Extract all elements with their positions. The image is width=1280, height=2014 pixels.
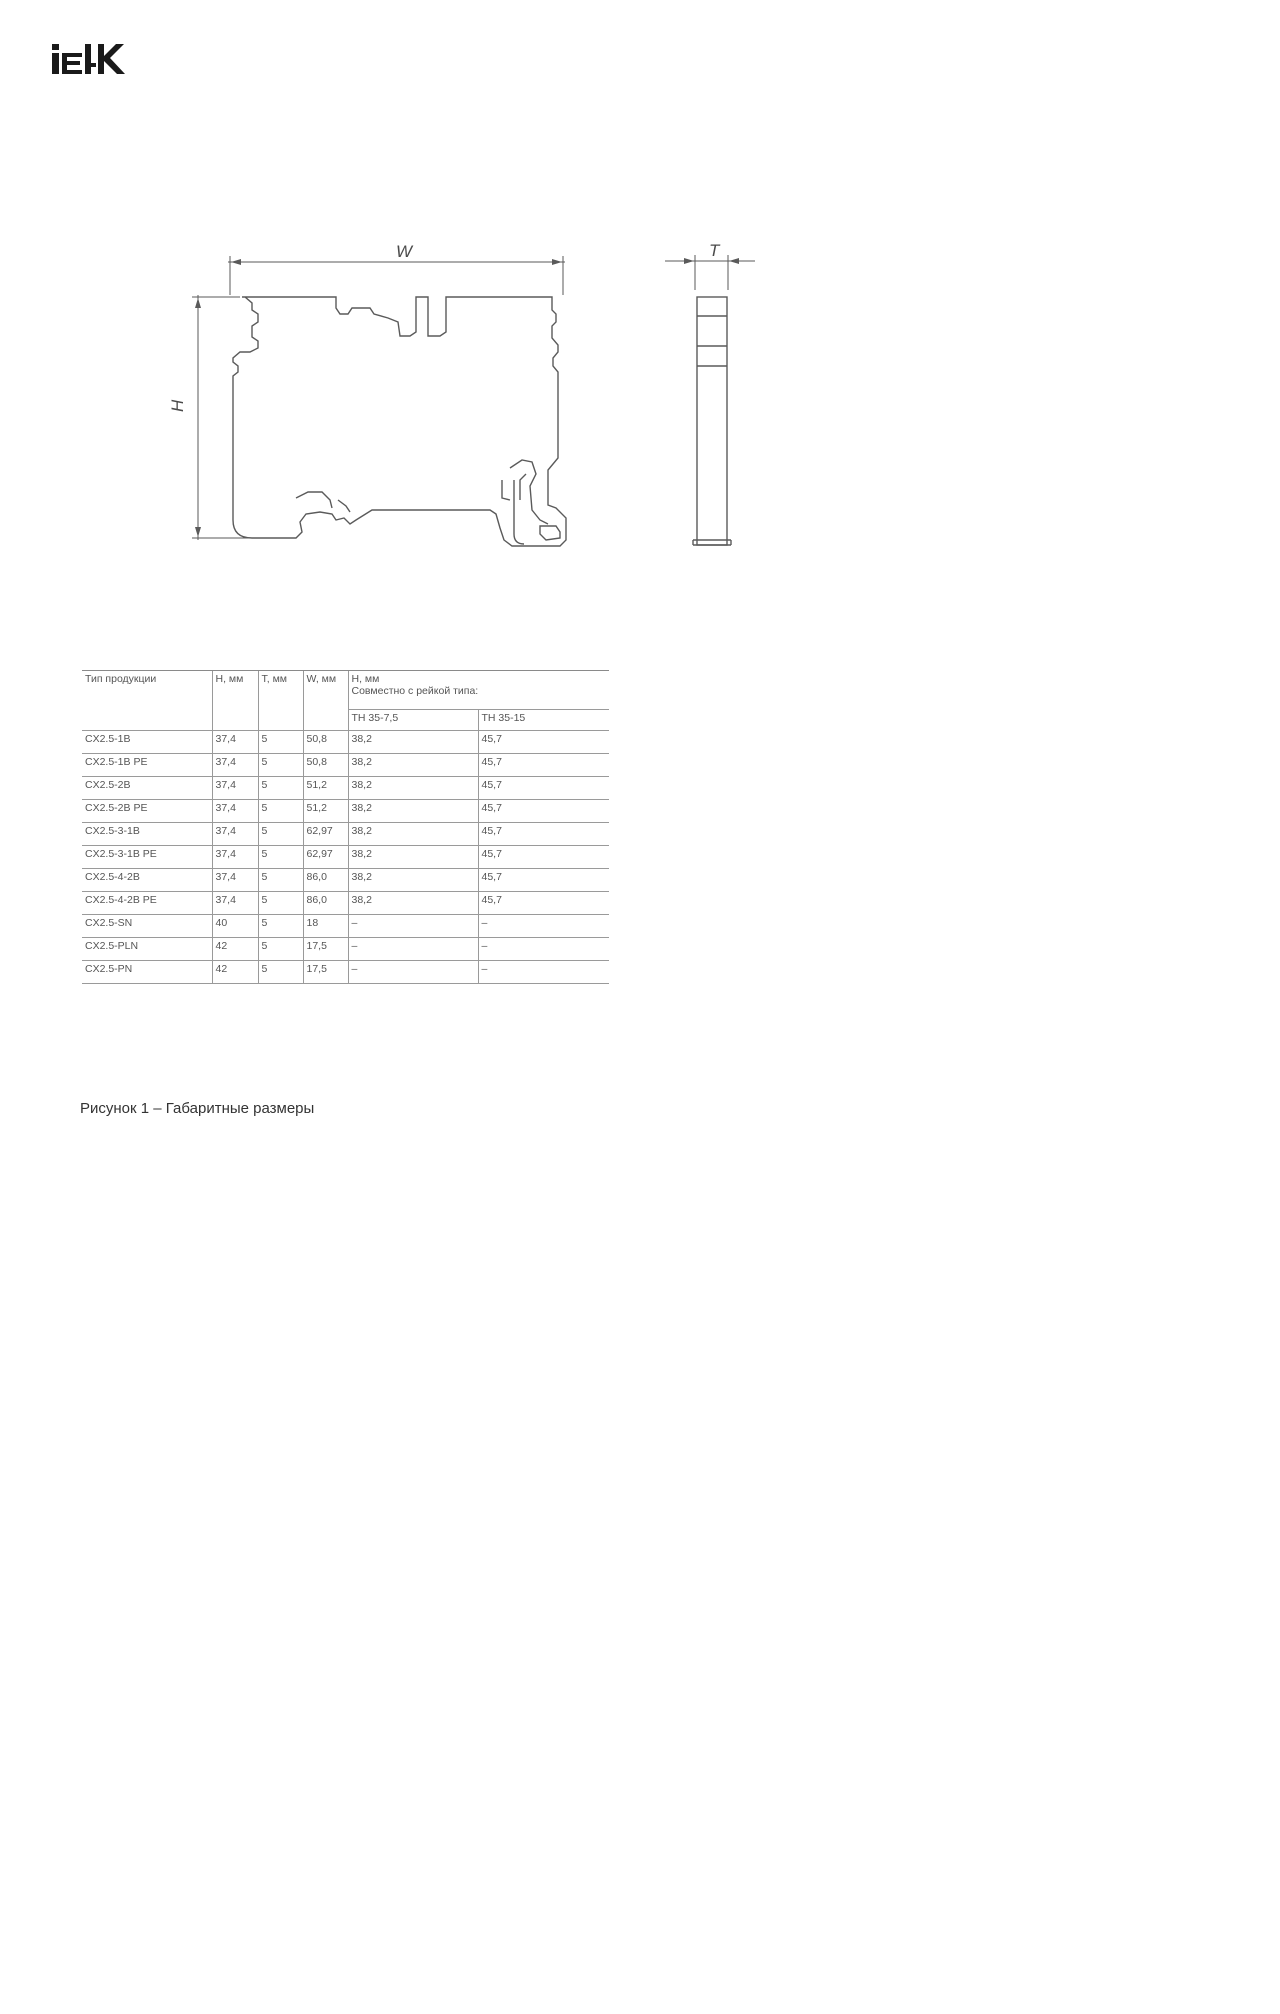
cell-w: 18 xyxy=(303,915,348,938)
cell-h: 42 xyxy=(212,961,258,984)
cell-h: 40 xyxy=(212,915,258,938)
cell-type: CX2.5-4-2B PE xyxy=(82,892,212,915)
cell-h: 37,4 xyxy=(212,731,258,754)
cell-type: CX2.5-PN xyxy=(82,961,212,984)
cell-type: CX2.5-3-1B xyxy=(82,823,212,846)
cell-type: CX2.5-2B xyxy=(82,777,212,800)
cell-t: 5 xyxy=(258,869,303,892)
cell-type: CX2.5-1B PE xyxy=(82,754,212,777)
cell-type: CX2.5-2B PE xyxy=(82,800,212,823)
cell-rail-b: 45,7 xyxy=(478,892,609,915)
cell-w: 51,2 xyxy=(303,800,348,823)
cell-rail-a: 38,2 xyxy=(348,754,478,777)
cell-type: CX2.5-PLN xyxy=(82,938,212,961)
cell-rail-a: 38,2 xyxy=(348,892,478,915)
cell-w: 50,8 xyxy=(303,731,348,754)
cell-rail-a: 38,2 xyxy=(348,800,478,823)
cell-h: 37,4 xyxy=(212,754,258,777)
cell-type: CX2.5-SN xyxy=(82,915,212,938)
cell-t: 5 xyxy=(258,731,303,754)
dimension-drawing xyxy=(0,0,1280,600)
cell-h: 37,4 xyxy=(212,800,258,823)
table-row xyxy=(82,800,609,823)
cell-rail-a: 38,2 xyxy=(348,823,478,846)
cell-rail-b: 45,7 xyxy=(478,777,609,800)
cell-h: 37,4 xyxy=(212,777,258,800)
table-row xyxy=(82,823,609,846)
cell-rail-b: – xyxy=(478,915,609,938)
cell-rail-a: – xyxy=(348,961,478,984)
cell-rail-b: 45,7 xyxy=(478,846,609,869)
cell-rail-b: 45,7 xyxy=(478,731,609,754)
cell-rail-b: 45,7 xyxy=(478,800,609,823)
cell-w: 51,2 xyxy=(303,777,348,800)
cell-t: 5 xyxy=(258,777,303,800)
cell-t: 5 xyxy=(258,938,303,961)
cell-h: 42 xyxy=(212,938,258,961)
cell-rail-a: – xyxy=(348,915,478,938)
cell-w: 86,0 xyxy=(303,869,348,892)
cell-rail-a: 38,2 xyxy=(348,777,478,800)
header-w: W, мм xyxy=(303,671,348,731)
table-row xyxy=(82,869,609,892)
dimensions-table xyxy=(82,670,609,984)
cell-t: 5 xyxy=(258,846,303,869)
cell-rail-a: 38,2 xyxy=(348,731,478,754)
cell-type: CX2.5-4-2B xyxy=(82,869,212,892)
cell-w: 62,97 xyxy=(303,846,348,869)
table-row xyxy=(82,777,609,800)
cell-rail-b: 45,7 xyxy=(478,823,609,846)
header-h-with-rail xyxy=(348,671,609,710)
table-row xyxy=(82,846,609,869)
cell-w: 62,97 xyxy=(303,823,348,846)
cell-rail-b: – xyxy=(478,961,609,984)
cell-h: 37,4 xyxy=(212,846,258,869)
cell-rail-a: 38,2 xyxy=(348,869,478,892)
cell-type: CX2.5-1B xyxy=(82,731,212,754)
width-dimension-label: W xyxy=(396,242,413,261)
cell-rail-b: 45,7 xyxy=(478,869,609,892)
cell-type: CX2.5-3-1B PE xyxy=(82,846,212,869)
cell-w: 17,5 xyxy=(303,938,348,961)
thickness-dimension-label: T xyxy=(709,241,720,260)
header-h-with-rail-line1: H, мм xyxy=(351,673,380,685)
figure-caption: Рисунок 1 – Габаритные размеры xyxy=(80,1100,315,1117)
cell-t: 5 xyxy=(258,915,303,938)
table-row xyxy=(82,938,609,961)
cell-t: 5 xyxy=(258,754,303,777)
cell-rail-a: 38,2 xyxy=(348,846,478,869)
cell-w: 50,8 xyxy=(303,754,348,777)
header-type: Тип продукции xyxy=(82,671,212,731)
table-row xyxy=(82,731,609,754)
cell-rail-b: – xyxy=(478,938,609,961)
header-rail-b: TH 35-15 xyxy=(478,710,609,731)
cell-t: 5 xyxy=(258,892,303,915)
table-row xyxy=(82,754,609,777)
header-t: T, мм xyxy=(258,671,303,731)
cell-w: 17,5 xyxy=(303,961,348,984)
height-dimension-label: H xyxy=(168,399,187,412)
header-h: H, мм xyxy=(212,671,258,731)
cell-t: 5 xyxy=(258,800,303,823)
cell-rail-b: 45,7 xyxy=(478,754,609,777)
header-rail-a: TH 35-7,5 xyxy=(348,710,478,731)
cell-t: 5 xyxy=(258,823,303,846)
cell-t: 5 xyxy=(258,961,303,984)
cell-h: 37,4 xyxy=(212,869,258,892)
table-row xyxy=(82,915,609,938)
table-row xyxy=(82,892,609,915)
cell-w: 86,0 xyxy=(303,892,348,915)
table-header-row xyxy=(82,671,609,710)
cell-h: 37,4 xyxy=(212,823,258,846)
cell-rail-a: – xyxy=(348,938,478,961)
cell-h: 37,4 xyxy=(212,892,258,915)
table-row xyxy=(82,961,609,984)
header-h-with-rail-line2: Совместно с рейкой типа: xyxy=(351,685,479,697)
